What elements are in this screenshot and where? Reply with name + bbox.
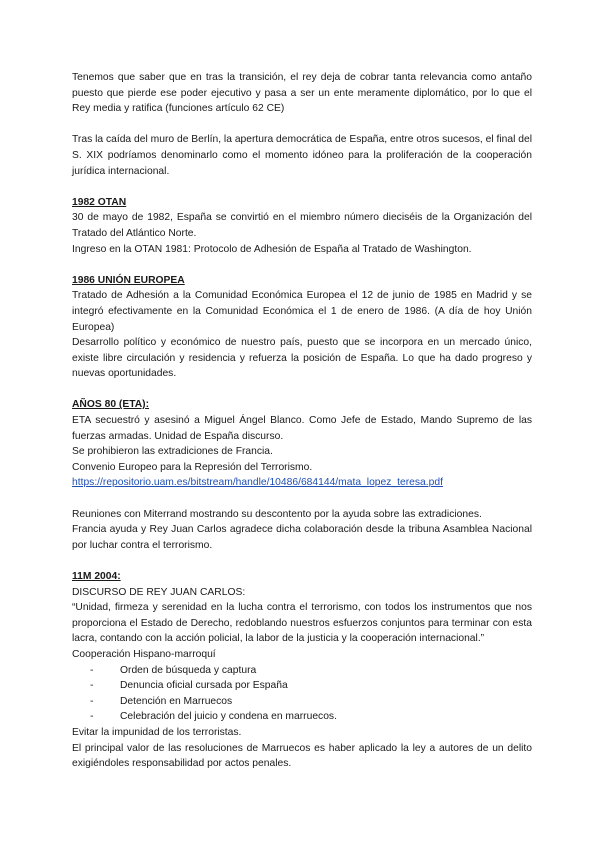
list-item: - Orden de búsqueda y captura <box>72 663 532 679</box>
otan-text-2: Ingreso en la OTAN 1981: Protocolo de Adhesión de España al Tratado de Washington. <box>72 243 472 255</box>
repository-link[interactable]: https://repositorio.uam.es/bitstream/handle/10486/684144/mata_lopez_teresa.pdf <box>72 477 443 489</box>
m11-heading: 11M 2004: <box>72 571 121 582</box>
list-item: - Denuncia oficial cursada por España <box>72 678 532 694</box>
dash-bullet: - <box>90 695 94 707</box>
document-page <box>72 70 532 772</box>
ue-heading: 1986 UNIÓN EUROPEA <box>72 274 185 286</box>
otan-heading: 1982 OTAN <box>72 196 127 208</box>
ue-text-2: Desarrollo político y económico de nuestro país, puesto que se incorpora en un mercado único, existe libre circulación y residencia y refuerza la posición de España. Lo que ha dado progreso y nuevas oportunidades. <box>72 337 532 380</box>
eta-text-4: Reuniones con Miterrand mostrando su descontento por la ayuda sobre las extradiciones. <box>72 508 482 520</box>
ue-text-1: Tratado de Adhesión a la Comunidad Económica Europea el 12 de junio de 1985 en Madrid y se integró efectivamente en la Comunidad Económica el 1 de enero de 1986. (A día de hoy Unión Europea) <box>72 290 532 333</box>
m11-quote: “Unidad, firmeza y serenidad en la lucha contra el terrorismo, con todos los instrumentos que nos proporciona el Estado de Derecho, redoblando nuestros esfuerzos conjuntos para terminar con esta lacra, contando con la acción policial, la labor de la justicia y la cooperación internacional.” <box>72 602 532 645</box>
m11-text-3: Evitar la impunidad de los terroristas. <box>72 726 242 738</box>
m11-speech-title: DISCURSO DE REY JUAN CARLOS: <box>72 586 246 598</box>
eta-text-2: Se prohibieron las extradiciones de Francia. <box>72 446 273 458</box>
berlin-paragraph: Tras la caída del muro de Berlín, la apertura democrática de España, entre otros sucesos, el final del S. XIX podríamos denominarlo como el momento idóneo para la proliferación de la cooperación jurídica internacional. <box>72 134 532 177</box>
eta-text-3: Convenio Europeo para la Represión del Terrorismo. <box>72 461 313 473</box>
cooperation-list <box>72 663 532 725</box>
list-item: - Celebración del juicio y condena en marruecos. <box>72 709 532 725</box>
m11-cooperation: Cooperación Hispano-marroquí <box>72 648 216 660</box>
dash-bullet: - <box>90 711 94 723</box>
intro-paragraph: Tenemos que saber que en tras la transición, el rey deja de cobrar tanta relevancia como antaño puesto que pierde ese poder ejecutivo y pasa a ser un ente meramente diplomático, por lo que el Rey media y ratifica (funciones artículo 62 CE) <box>72 72 532 115</box>
otan-text-1: 30 de mayo de 1982, España se convirtió en el miembro número dieciséis de la Organización del Tratado del Atlántico Norte. <box>72 212 532 239</box>
dash-bullet: - <box>90 664 94 676</box>
list-item: - Detención en Marruecos <box>72 694 532 710</box>
m11-text-4: El principal valor de las resoluciones de Marruecos es haber aplicado la ley a autores de un delito exigiéndoles responsabilidad por actos penales. <box>72 742 532 770</box>
dash-bullet: - <box>90 680 94 692</box>
eta-heading: AÑOS 80 (ETA): <box>72 399 150 411</box>
eta-text-1: ETA secuestró y asesinó a Miguel Ángel Blanco. Como Jefe de Estado, Mando Supremo de las fuerzas armadas. Unidad de España discurso. <box>72 415 532 442</box>
eta-text-5: Francia ayuda y Rey Juan Carlos agradece dicha colaboración desde la tribuna Asamblea Nacional por luchar contra el terrorismo. <box>72 524 532 551</box>
